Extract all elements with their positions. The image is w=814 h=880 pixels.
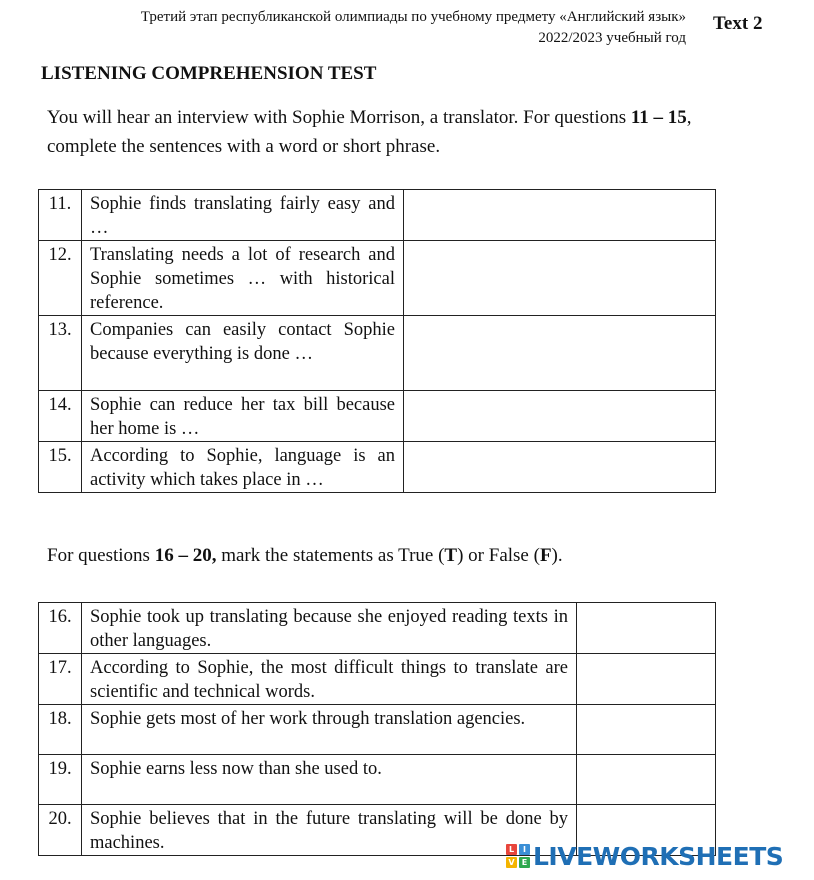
logo-square: L: [506, 844, 517, 855]
text-number-label: Text 2: [713, 13, 763, 34]
answer-cell[interactable]: [404, 316, 716, 391]
intro-question-range: 11 – 15: [630, 107, 687, 128]
question-text: Sophie can reduce her tax bill because her home is …: [82, 391, 404, 442]
instruction-prefix: For questions: [47, 545, 155, 566]
instruction-end: ).: [551, 545, 563, 566]
question-text: Sophie earns less now than she used to.: [82, 755, 577, 805]
question-number: 18.: [39, 705, 82, 755]
completion-question-row: [39, 442, 716, 493]
instruction-range: 16 – 20,: [154, 545, 217, 566]
question-number: 17.: [39, 654, 82, 705]
answer-cell[interactable]: [404, 391, 716, 442]
header-olympiad-title: Третий этап республиканской олимпиады по учебному предмету «Английский язык»: [140, 9, 686, 25]
question-number: 14.: [39, 391, 82, 442]
true-false-question-row: [39, 755, 716, 805]
intro-text-after: , complete the sentences with a word or short phrase.: [47, 107, 692, 157]
completion-question-row: [39, 241, 716, 316]
question-number: 12.: [39, 241, 82, 316]
question-number: 20.: [39, 805, 82, 856]
answer-cell[interactable]: [577, 705, 716, 755]
true-false-question-row: [39, 654, 716, 705]
answer-cell[interactable]: [404, 241, 716, 316]
question-text: Translating needs a lot of research and Sophie sometimes … with historical reference.: [82, 241, 404, 316]
true-false-question-row: [39, 705, 716, 755]
instruction-false-letter: F: [539, 545, 552, 566]
completion-question-row: [39, 391, 716, 442]
question-number: 19.: [39, 755, 82, 805]
question-text: Sophie believes that in the future translating will be done by machines.: [82, 805, 577, 856]
sentence-completion-table: [38, 189, 716, 493]
liveworksheets-wordmark: LIVEWORKSHEETS: [533, 841, 784, 871]
liveworksheets-logo-icon: [506, 844, 530, 868]
question-text: Sophie finds translating fairly easy and …: [82, 190, 404, 241]
true-false-instructions: [47, 545, 563, 567]
question-text: Sophie took up translating because she enjoyed reading texts in other languages.: [82, 603, 577, 654]
intro-paragraph: [47, 103, 727, 161]
completion-question-row: [39, 316, 716, 391]
question-text: Sophie gets most of her work through translation agencies.: [82, 705, 577, 755]
answer-cell[interactable]: [577, 654, 716, 705]
section-title: LISTENING COMPREHENSION TEST: [41, 63, 377, 84]
question-text: According to Sophie, the most difficult things to translate are scientific and technical words.: [82, 654, 577, 705]
question-number: 13.: [39, 316, 82, 391]
question-number: 16.: [39, 603, 82, 654]
logo-square: V: [506, 857, 517, 868]
logo-square: E: [519, 857, 530, 868]
question-text: According to Sophie, language is an activity which takes place in …: [82, 442, 404, 493]
question-number: 15.: [39, 442, 82, 493]
instruction-true-letter: T: [444, 545, 458, 566]
answer-cell[interactable]: [404, 190, 716, 241]
instruction-or: ) or False (: [457, 545, 540, 566]
question-number: 11.: [39, 190, 82, 241]
true-false-question-row: [39, 603, 716, 654]
liveworksheets-watermark: [506, 841, 783, 871]
true-false-table: [38, 602, 716, 856]
completion-question-row: [39, 190, 716, 241]
header-school-year: 2022/2023 учебный год: [538, 30, 686, 46]
answer-cell[interactable]: [404, 442, 716, 493]
question-text: Companies can easily contact Sophie because everything is done …: [82, 316, 404, 391]
answer-cell[interactable]: [577, 755, 716, 805]
intro-text-before: You will hear an interview with Sophie Morrison, a translator. For questions: [47, 107, 627, 128]
instruction-middle: mark the statements as True (: [216, 545, 445, 566]
logo-square: I: [519, 844, 530, 855]
answer-cell[interactable]: [577, 603, 716, 654]
